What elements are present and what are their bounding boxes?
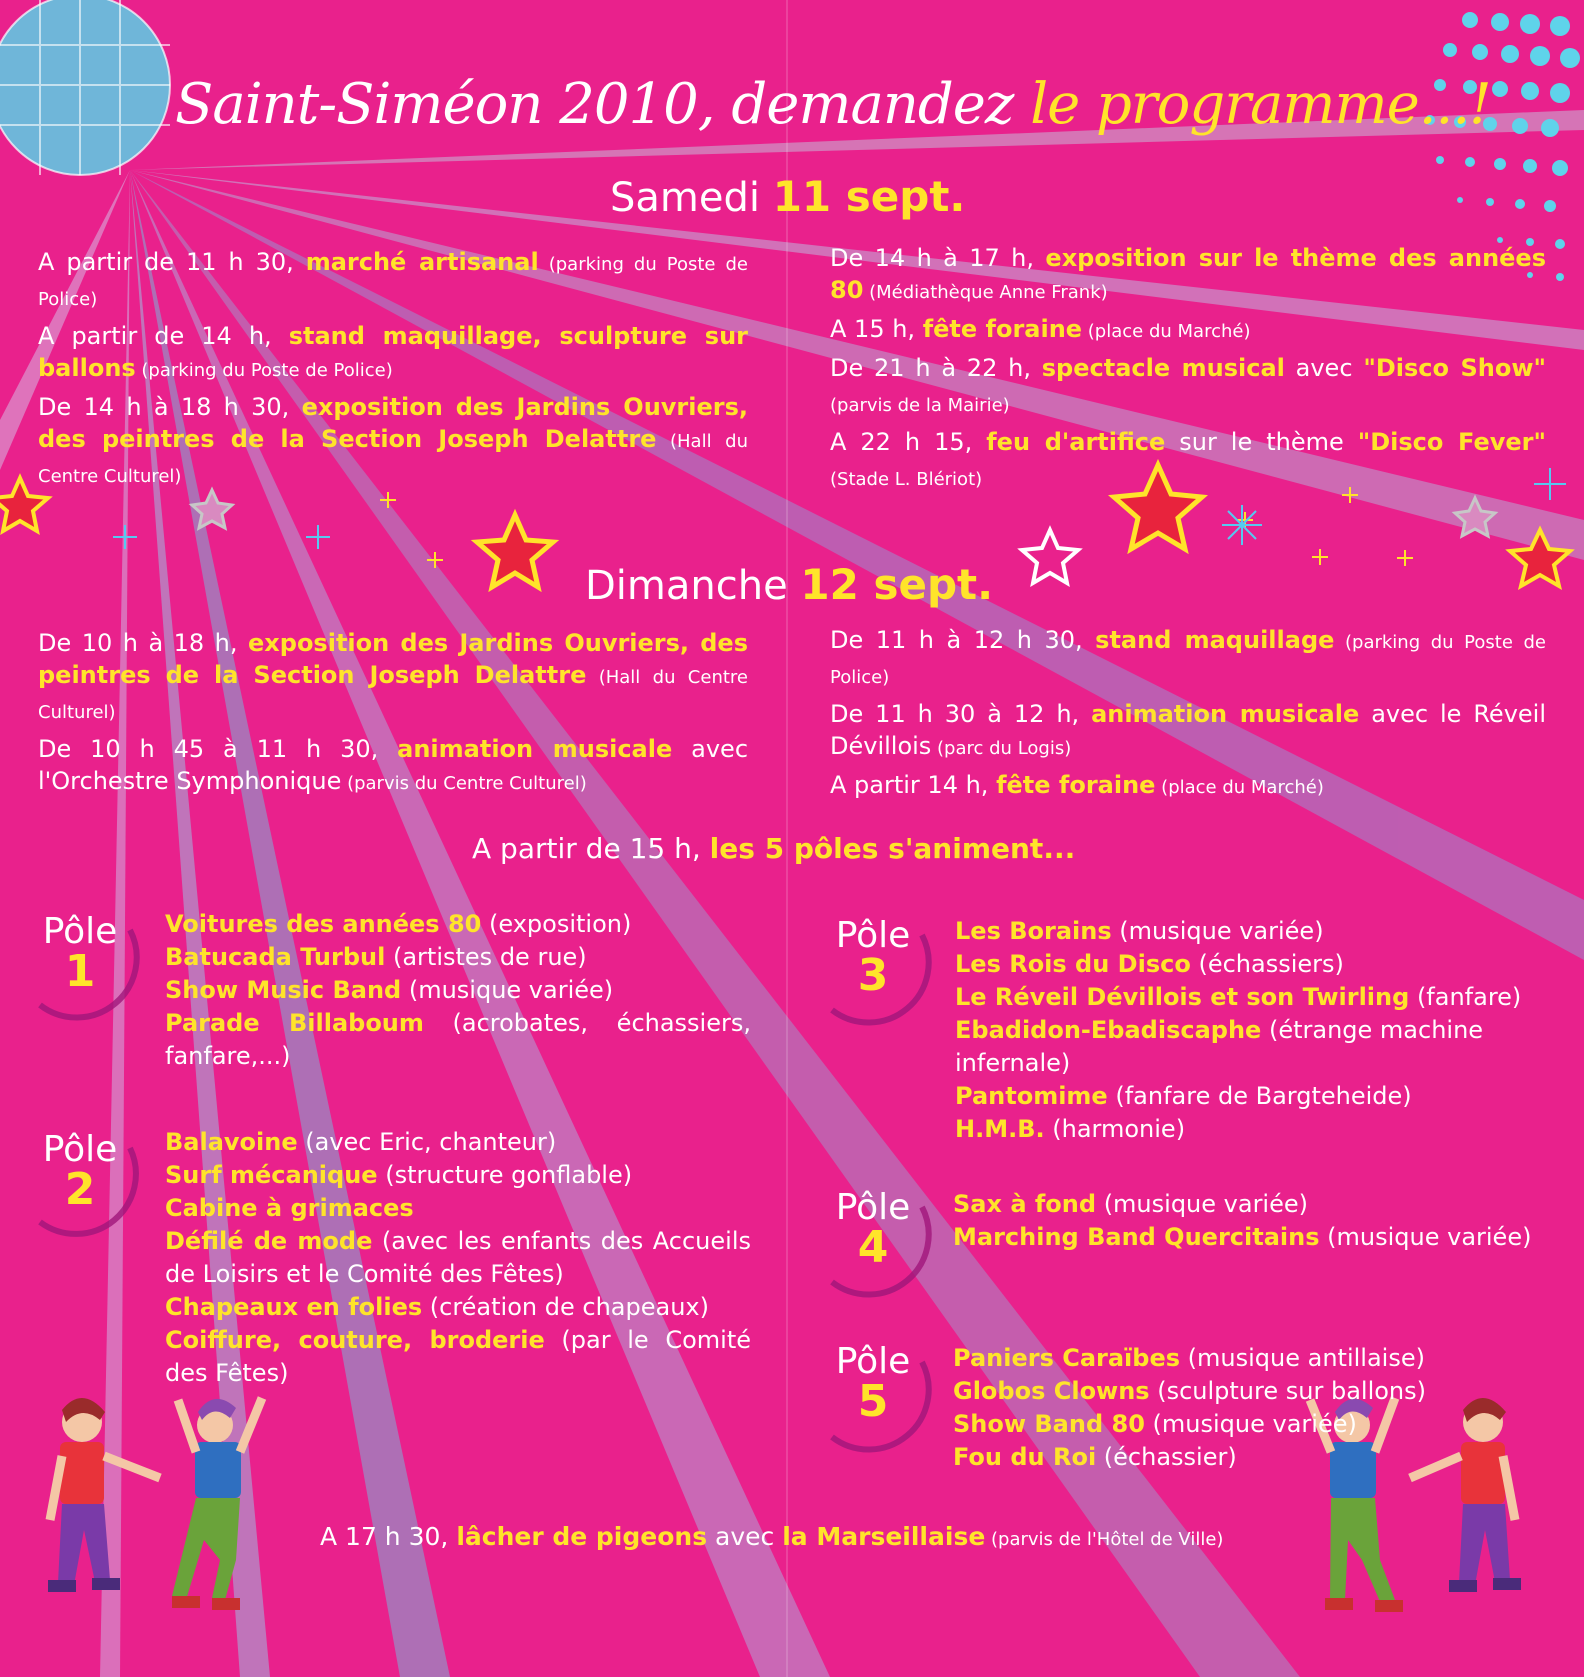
list-item: Surf mécanique (structure gonflable) [165, 1161, 633, 1189]
saturday-left-column [38, 246, 748, 497]
list-item: Show Band 80 (musique variée) [953, 1410, 1357, 1438]
list-item: Les Rois du Disco (échassiers) [955, 950, 1344, 978]
pole-2-list [165, 1126, 751, 1390]
pole-5-list [953, 1342, 1493, 1474]
event-item: De 11 h à 12 h 30, stand maquillage (parking du Poste de Police) [830, 626, 1546, 688]
pole-5-label: Pôle 5 [835, 1341, 911, 1427]
pole-4-list [953, 1188, 1563, 1254]
list-item: Voitures des années 80 (exposition) [165, 910, 632, 938]
dancers-left-illustration [48, 1398, 262, 1610]
saturday-day: Samedi [610, 175, 760, 221]
sunday-day: Dimanche [585, 563, 788, 609]
dot-pattern [1425, 12, 1580, 281]
list-item: Défilé de mode (avec les enfants des Accueils de Loisirs et le Comité des Fêtes) [165, 1227, 751, 1288]
list-item: Sax à fond (musique variée) [953, 1190, 1308, 1218]
poles-intro: A partir de 15 h, les 5 pôles s'animent... [472, 832, 1076, 865]
event-item: De 10 h à 18 h, exposition des Jardins Ouvriers, des peintres de la Section Joseph Delattre (Hall du Centre Culturel) [38, 629, 748, 723]
list-item: H.M.B. (harmonie) [955, 1115, 1186, 1143]
sunday-right-column [830, 624, 1546, 808]
sunday-left-column [38, 627, 748, 804]
event-item: De 10 h 45 à 11 h 30, animation musicale avec l'Orchestre Symphonique (parvis du Centre Culturel) [38, 735, 749, 795]
event-item: A partir de 14 h, stand maquillage, sculpture sur ballons (parking du Poste de Police) [38, 322, 748, 382]
disco-ball-icon [0, 0, 170, 175]
event-item: A partir de 11 h 30, marché artisanal (parking du Poste de Police) [38, 248, 749, 310]
list-item: Balavoine (avec Eric, chanteur) [165, 1128, 557, 1156]
pole-4-label: Pôle 4 [835, 1187, 911, 1273]
pole-3-list [955, 915, 1555, 1146]
event-item: De 21 h à 22 h, spectacle musical avec "Disco Show" (parvis de la Mairie) [830, 354, 1547, 416]
list-item: Coiffure, couture, broderie (par le Comité des Fêtes) [165, 1326, 751, 1387]
list-item: Globos Clowns (sculpture sur ballons) [953, 1377, 1427, 1405]
pole-1-list [165, 908, 751, 1073]
list-item: Marching Band Quercitains (musique variée) [953, 1223, 1532, 1251]
pole-1-label: Pôle 1 [42, 911, 118, 997]
event-item: A partir 14 h, fête foraine (place du Marché) [830, 771, 1324, 799]
sunday-date: 12 sept. [800, 560, 994, 609]
list-item: Les Borains (musique variée) [955, 917, 1324, 945]
list-item: Fou du Roi (échassier) [953, 1443, 1237, 1471]
list-item: Pantomime (fanfare de Bargteheide) [955, 1082, 1412, 1110]
title-part-2: le programme...! [1030, 72, 1491, 137]
list-item: Batucada Turbul (artistes de rue) [165, 943, 587, 971]
event-item: A 15 h, fête foraine (place du Marché) [830, 315, 1251, 343]
event-item: De 14 h à 17 h, exposition sur le thème des années 80 (Médiathèque Anne Frank) [830, 244, 1546, 304]
page-title [175, 72, 1575, 137]
event-item: A 22 h 15, feu d'artifice sur le thème "Disco Fever" (Stade L. Blériot) [830, 428, 1547, 490]
list-item: Show Music Band (musique variée) [165, 976, 614, 1004]
list-item: Cabine à grimaces [165, 1194, 414, 1222]
pole-2-label: Pôle 2 [42, 1129, 118, 1215]
saturday-date: 11 sept. [772, 172, 966, 221]
saturday-right-column [830, 242, 1546, 500]
final-event: A 17 h 30, lâcher de pigeons avec la Marseillaise (parvis de l'Hôtel de Ville) [320, 1522, 1224, 1551]
list-item: Le Réveil Dévillois et son Twirling (fanfare) [955, 983, 1522, 1011]
list-item: Chapeaux en folies (création de chapeaux) [165, 1293, 709, 1321]
saturday-heading [610, 172, 965, 221]
event-item: De 11 h 30 à 12 h, animation musicale avec le Réveil Dévillois (parc du Logis) [830, 700, 1547, 760]
event-item: De 14 h à 18 h 30, exposition des Jardins Ouvriers, des peintres de la Section Joseph Delattre (Hall du Centre Culturel) [38, 393, 748, 487]
list-item: Paniers Caraïbes (musique antillaise) [953, 1344, 1425, 1372]
pole-3-label: Pôle 3 [835, 915, 911, 1001]
list-item: Parade Billaboum (acrobates, échassiers, fanfare,...) [165, 1009, 751, 1070]
sunday-heading [585, 560, 993, 609]
list-item: Ebadidon-Ebadiscaphe (étrange machine infernale) [955, 1016, 1484, 1077]
title-part-1: Saint-Siméon 2010, demandez [175, 72, 1031, 137]
